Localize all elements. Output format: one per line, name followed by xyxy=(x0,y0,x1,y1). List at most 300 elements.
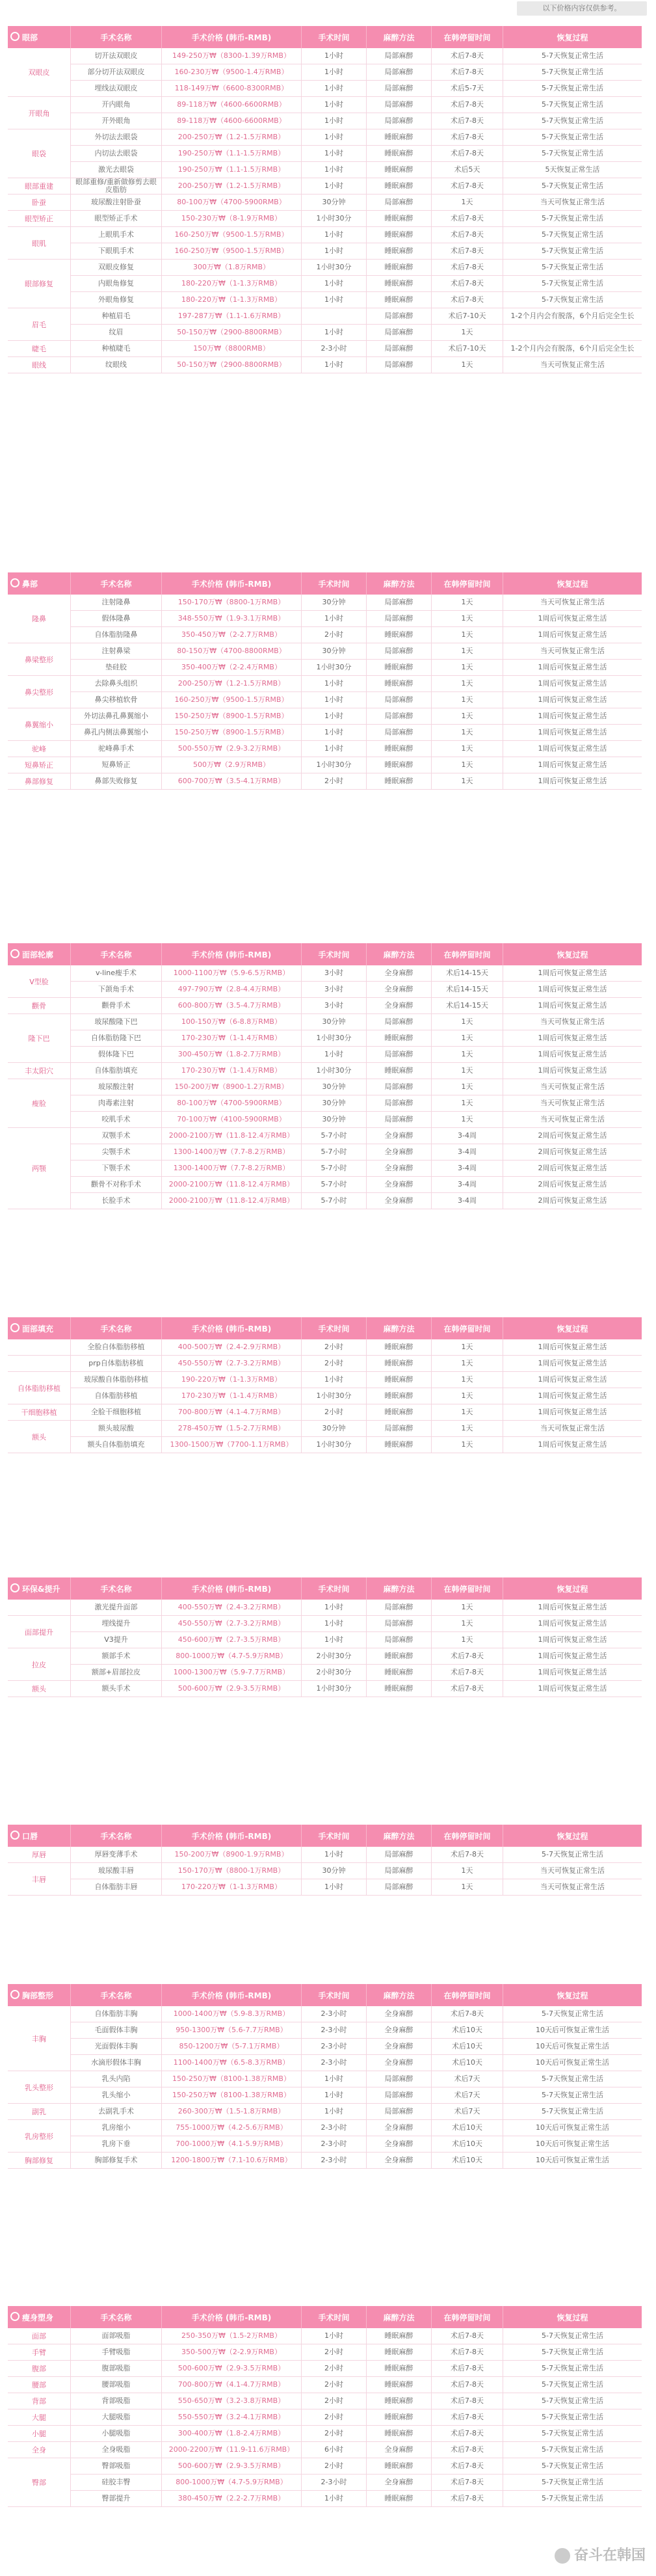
table-row xyxy=(8,48,642,64)
price-cell: 1000-1400万₩（5.9-8.3万RMB） xyxy=(161,2006,301,2022)
duration-cell: 1小时30分 xyxy=(301,1437,366,1453)
price-cell: 1200-1800万₩（7.1-10.6万RMB） xyxy=(161,2153,301,2168)
duration-cell: 2小时 xyxy=(301,2409,366,2425)
procedure-name-cell: 种植睫毛 xyxy=(70,341,161,356)
anesthesia-cell: 局部麻醉 xyxy=(366,1879,431,1895)
disclaimer-note: 以下价格内容仅供参考。 xyxy=(517,1,647,16)
duration-cell: 2-3小时 xyxy=(301,2006,366,2022)
column-header: 手术名称 xyxy=(70,26,161,48)
anesthesia-cell: 睡眠麻醉 xyxy=(366,2328,431,2344)
anesthesia-cell: 睡眠麻醉 xyxy=(366,1665,431,1680)
anesthesia-cell: 局部麻醉 xyxy=(366,1014,431,1030)
column-header: 手术名称 xyxy=(70,1825,161,1847)
stay-duration-cell: 1天 xyxy=(431,1079,503,1095)
category-label: 丰胸 xyxy=(8,2006,70,2071)
table-row xyxy=(8,2120,642,2136)
price-cell: 500-600万₩（2.9-3.5万RMB） xyxy=(161,1681,301,1697)
section-title-text: 眼部 xyxy=(22,33,38,42)
stay-duration-cell: 术后7-8天 xyxy=(431,260,503,275)
anesthesia-cell: 睡眠麻醉 xyxy=(366,741,431,757)
stay-duration-cell: 1天 xyxy=(431,1879,503,1895)
recovery-cell: 2周后可恢复正常生活 xyxy=(503,1177,642,1192)
procedure-name-cell: 小腿吸脂 xyxy=(70,2426,161,2441)
section-table xyxy=(8,1984,642,2169)
duration-cell: 1小时 xyxy=(301,325,366,340)
duration-cell: 1小时 xyxy=(301,276,366,291)
recovery-cell: 5-7天恢复正常生活 xyxy=(503,113,642,129)
recovery-cell: 当天可恢复正常生活 xyxy=(503,357,642,373)
stay-duration-cell: 术后7-8天 xyxy=(431,129,503,145)
procedure-name-cell: 颧骨手术 xyxy=(70,998,161,1013)
price-cell: 550-650万₩（3.2-3.8万RMB） xyxy=(161,2393,301,2409)
section-header xyxy=(8,1984,642,2006)
price-cell: 1300-1400万₩（7.7-8.2万RMB） xyxy=(161,1144,301,1160)
anesthesia-cell: 局部麻醉 xyxy=(366,2104,431,2119)
price-cell: 160-250万₩（9500-1.5万RMB） xyxy=(161,227,301,243)
recovery-cell: 1周后可恢复正常生活 xyxy=(503,1437,642,1453)
section-table xyxy=(8,1825,642,1896)
anesthesia-cell: 睡眠麻醉 xyxy=(366,1437,431,1453)
table-row xyxy=(8,1030,642,1047)
category-label: 拉皮 xyxy=(8,1648,70,1680)
stay-duration-cell: 术后7-8天 xyxy=(431,2006,503,2022)
recovery-cell: 当天可恢复正常生活 xyxy=(503,643,642,659)
stay-duration-cell: 术后14-15天 xyxy=(431,998,503,1013)
stay-duration-cell: 1天 xyxy=(431,1372,503,1388)
price-cell: 600-800万₩（3.5-4.7万RMB） xyxy=(161,998,301,1013)
procedure-name-cell: 尖颚手术 xyxy=(70,1144,161,1160)
duration-cell: 30分钟 xyxy=(301,195,366,210)
procedure-name-cell: 假体隆鼻 xyxy=(70,611,161,626)
watermark-text: 奋斗在韩国 xyxy=(573,2547,646,2564)
price-cell: 550-550万₩（3.2-4.1万RMB） xyxy=(161,2409,301,2425)
anesthesia-cell: 局部麻醉 xyxy=(366,1112,431,1127)
category-label: 鼻部修复 xyxy=(8,773,70,789)
table-row xyxy=(8,2104,642,2120)
recovery-cell: 5-7天恢复正常生活 xyxy=(503,211,642,226)
anesthesia-cell: 睡眠麻醉 xyxy=(366,129,431,145)
procedure-name-cell: 玻尿酸丰唇 xyxy=(70,1863,161,1879)
table-row xyxy=(8,2409,642,2426)
duration-cell: 2-3小时 xyxy=(301,341,366,356)
category-label: 隆下巴 xyxy=(8,1014,70,1062)
anesthesia-cell: 全身麻醉 xyxy=(366,982,431,997)
duration-cell: 3小时 xyxy=(301,998,366,1013)
duration-cell: 1小时 xyxy=(301,1372,366,1388)
stay-duration-cell: 1天 xyxy=(431,741,503,757)
recovery-cell: 当天可恢复正常生活 xyxy=(503,1879,642,1895)
stay-duration-cell: 1天 xyxy=(431,1095,503,1111)
duration-cell: 1小时30分 xyxy=(301,260,366,275)
recovery-cell: 5-7天恢复正常生活 xyxy=(503,2458,642,2474)
price-cell: 80-100万₩（4700-5900RMB） xyxy=(161,195,301,210)
procedure-name-cell: 玻尿酸隆下巴 xyxy=(70,1014,161,1030)
table-row xyxy=(8,611,642,627)
stay-duration-cell: 1天 xyxy=(431,1339,503,1355)
recovery-cell: 2周后可恢复正常生活 xyxy=(503,1128,642,1144)
duration-cell: 1小时 xyxy=(301,97,366,113)
duration-cell: 1小时30分 xyxy=(301,1388,366,1404)
price-cell: 2000-2100万₩（11.8-12.4万RMB） xyxy=(161,1193,301,1209)
duration-cell: 1小时30分 xyxy=(301,660,366,675)
recovery-cell: 当天可恢复正常生活 xyxy=(503,1095,642,1111)
procedure-name-cell: 埋线提升 xyxy=(70,1616,161,1631)
stay-duration-cell: 术后7-8天 xyxy=(431,2361,503,2376)
table-row xyxy=(8,1863,642,1879)
price-cell: 170-220万₩（1-1.3万RMB） xyxy=(161,1879,301,1895)
recovery-cell: 当天可恢复正常生活 xyxy=(503,1079,642,1095)
category-label: 眼部修复 xyxy=(8,260,70,308)
column-header: 手术时间 xyxy=(301,1577,366,1600)
duration-cell: 2-3小时 xyxy=(301,2120,366,2136)
category-label: 睫毛 xyxy=(8,341,70,356)
column-header: 在韩停留时间 xyxy=(431,943,503,965)
price-cell: 2000-2200万₩（11.9-11.6万RMB） xyxy=(161,2442,301,2458)
stay-duration-cell: 1天 xyxy=(431,1616,503,1631)
stay-duration-cell: 1天 xyxy=(431,1388,503,1404)
procedure-name-cell: 鼻孔内侧法鼻翼缩小 xyxy=(70,725,161,740)
column-header: 恢复过程 xyxy=(503,1825,642,1847)
duration-cell: 1小时 xyxy=(301,2087,366,2103)
price-cell: 80-100万₩（4700-5900RMB） xyxy=(161,1095,301,1111)
stay-duration-cell: 术后7-8天 xyxy=(431,2458,503,2474)
category-label: 眼肌 xyxy=(8,227,70,259)
column-header: 手术名称 xyxy=(70,943,161,965)
stay-duration-cell: 1天 xyxy=(431,1063,503,1079)
table-row xyxy=(8,1665,642,1681)
column-header: 恢复过程 xyxy=(503,26,642,48)
category-label: 臀部 xyxy=(8,2458,70,2506)
duration-cell: 1小时 xyxy=(301,227,366,243)
recovery-cell: 1周后可恢复正常生活 xyxy=(503,1665,642,1680)
price-cell: 700-800万₩（4.1-4.7万RMB） xyxy=(161,1404,301,1420)
duration-cell: 1小时 xyxy=(301,611,366,626)
recovery-cell: 2周后可恢复正常生活 xyxy=(503,1161,642,1176)
stay-duration-cell: 3-4周 xyxy=(431,1177,503,1192)
stay-duration-cell: 术后7-8天 xyxy=(431,292,503,308)
table-row xyxy=(8,97,642,113)
category-label: 鼻翼缩小 xyxy=(8,708,70,740)
price-cell: 149-250万₩（8300-1.39万RMB） xyxy=(161,48,301,64)
table-row xyxy=(8,692,642,708)
recovery-cell: 1周后可恢复正常生活 xyxy=(503,965,642,981)
stay-duration-cell: 1天 xyxy=(431,1014,503,1030)
recovery-cell: 5天恢复正常生活 xyxy=(503,162,642,178)
procedure-name-cell: 咬肌手术 xyxy=(70,1112,161,1127)
table-row xyxy=(8,2377,642,2393)
stay-duration-cell: 术后7-8天 xyxy=(431,1648,503,1664)
table-row xyxy=(8,1161,642,1177)
duration-cell: 1小时 xyxy=(301,692,366,708)
table-row xyxy=(8,195,642,211)
column-header: 麻醉方法 xyxy=(366,2306,431,2328)
stay-duration-cell: 1天 xyxy=(431,1030,503,1046)
category-label: 眼线 xyxy=(8,357,70,373)
recovery-cell: 5-7天恢复正常生活 xyxy=(503,48,642,64)
duration-cell: 1小时 xyxy=(301,146,366,161)
anesthesia-cell: 局部麻醉 xyxy=(366,1632,431,1648)
table-row xyxy=(8,2039,642,2055)
section-title xyxy=(8,2306,70,2328)
category-label: 大腿 xyxy=(8,2409,70,2425)
duration-cell: 2-3小时 xyxy=(301,2136,366,2152)
table-row xyxy=(8,1177,642,1193)
stay-duration-cell: 1天 xyxy=(431,195,503,210)
column-header: 在韩停留时间 xyxy=(431,1577,503,1600)
column-header: 手术时间 xyxy=(301,1984,366,2006)
stay-duration-cell: 1天 xyxy=(431,676,503,691)
stay-duration-cell: 1天 xyxy=(431,708,503,724)
category-label: 厚唇 xyxy=(8,1847,70,1862)
anesthesia-cell: 局部麻醉 xyxy=(366,325,431,340)
category-label: 面部 xyxy=(8,2328,70,2344)
anesthesia-cell: 睡眠麻醉 xyxy=(366,276,431,291)
section-title-text: 环保&提升 xyxy=(22,1584,60,1594)
procedure-name-cell: 上眼肌手术 xyxy=(70,227,161,243)
table-row xyxy=(8,2458,642,2475)
category-label: 鼻尖整形 xyxy=(8,676,70,708)
column-header: 麻醉方法 xyxy=(366,1825,431,1847)
price-cell: 160-250万₩（9500-1.5万RMB） xyxy=(161,243,301,259)
procedure-name-cell: 部分切开法双眼皮 xyxy=(70,64,161,80)
duration-cell: 1小时 xyxy=(301,1616,366,1631)
stay-duration-cell: 1天 xyxy=(431,1600,503,1615)
duration-cell: 1小时 xyxy=(301,64,366,80)
category-label: 丰太阳穴 xyxy=(8,1063,70,1079)
anesthesia-cell: 局部麻醉 xyxy=(366,1421,431,1436)
anesthesia-cell: 睡眠麻醉 xyxy=(366,1356,431,1371)
price-cell: 150-230万₩（8-1.9万RMB） xyxy=(161,211,301,226)
price-cell: 2000-2100万₩（11.8-12.4万RMB） xyxy=(161,1177,301,1192)
column-header: 手术名称 xyxy=(70,1984,161,2006)
recovery-cell: 1周后可恢复正常生活 xyxy=(503,692,642,708)
price-cell: 150-200万₩（8900-1.9万RMB） xyxy=(161,1847,301,1862)
recovery-cell: 1周后可恢复正常生活 xyxy=(503,1681,642,1697)
category-label: 额头 xyxy=(8,1421,70,1453)
recovery-cell: 1周后可恢复正常生活 xyxy=(503,1030,642,1046)
price-cell: 278-450万₩（1.5-2.7万RMB） xyxy=(161,1421,301,1436)
category-cell xyxy=(8,1356,70,1371)
recovery-cell: 2周后可恢复正常生活 xyxy=(503,1193,642,1209)
anesthesia-cell: 全身麻醉 xyxy=(366,1193,431,1209)
section-table xyxy=(8,1577,642,1697)
table-row xyxy=(8,113,642,129)
stay-duration-cell: 1天 xyxy=(431,595,503,610)
price-cell: 950-1300万₩（5.6-7.7万RMB） xyxy=(161,2022,301,2038)
category-label: 驼峰 xyxy=(8,741,70,757)
procedure-name-cell: 水滴形假体丰胸 xyxy=(70,2055,161,2071)
procedure-name-cell: 全脸自体脂肪移植 xyxy=(70,1339,161,1355)
price-cell: 1000-1300万₩（5.9-7.7万RMB） xyxy=(161,1665,301,1680)
recovery-cell: 1周后可恢复正常生活 xyxy=(503,741,642,757)
stay-duration-cell: 1天 xyxy=(431,757,503,773)
recovery-cell: 1周后可恢复正常生活 xyxy=(503,757,642,773)
table-row xyxy=(8,595,642,611)
procedure-name-cell: 乳头缩小 xyxy=(70,2087,161,2103)
procedure-name-cell: 注射鼻梁 xyxy=(70,643,161,659)
section-header xyxy=(8,1577,642,1600)
recovery-cell: 1周后可恢复正常生活 xyxy=(503,1372,642,1388)
category-label: 双眼皮 xyxy=(8,48,70,96)
price-cell: 500-600万₩（2.9-3.5万RMB） xyxy=(161,2458,301,2474)
procedure-name-cell: 眼型矫正手术 xyxy=(70,211,161,226)
procedure-name-cell: 种植眉毛 xyxy=(70,308,161,324)
table-row xyxy=(8,1047,642,1063)
stay-duration-cell: 术后10天 xyxy=(431,2039,503,2054)
recovery-cell: 5-7天恢复正常生活 xyxy=(503,2426,642,2441)
anesthesia-cell: 局部麻醉 xyxy=(366,725,431,740)
price-cell: 380-450万₩（2.2-2.7万RMB） xyxy=(161,2491,301,2506)
procedure-name-cell: 毛面假体丰胸 xyxy=(70,2022,161,2038)
anesthesia-cell: 全身麻醉 xyxy=(366,1144,431,1160)
procedure-name-cell: 全身吸脂 xyxy=(70,2442,161,2458)
column-header: 麻醉方法 xyxy=(366,943,431,965)
recovery-cell: 5-7天恢复正常生活 xyxy=(503,2393,642,2409)
table-row xyxy=(8,2136,642,2153)
recovery-cell: 5-7天恢复正常生活 xyxy=(503,2071,642,2087)
stay-duration-cell: 术后7-8天 xyxy=(431,1847,503,1862)
duration-cell: 2-3小时 xyxy=(301,2055,366,2071)
stay-duration-cell: 术后7-8天 xyxy=(431,178,503,194)
duration-cell: 1小时 xyxy=(301,1632,366,1648)
duration-cell: 2小时30分 xyxy=(301,1648,366,1664)
price-cell: 260-300万₩（1.5-1.8万RMB） xyxy=(161,2104,301,2119)
anesthesia-cell: 睡眠麻醉 xyxy=(366,1404,431,1420)
price-cell: 170-230万₩（1-1.4万RMB） xyxy=(161,1030,301,1046)
procedure-name-cell: 面部吸脂 xyxy=(70,2328,161,2344)
stay-duration-cell: 1天 xyxy=(431,357,503,373)
anesthesia-cell: 全身麻醉 xyxy=(366,1128,431,1144)
anesthesia-cell: 睡眠麻醉 xyxy=(366,757,431,773)
anesthesia-cell: 全身麻醉 xyxy=(366,2039,431,2054)
section-header xyxy=(8,1317,642,1339)
stay-duration-cell: 1天 xyxy=(431,1863,503,1879)
anesthesia-cell: 睡眠麻醉 xyxy=(366,260,431,275)
category-label: 鼻梁整形 xyxy=(8,643,70,675)
stay-duration-cell: 术后10天 xyxy=(431,2136,503,2152)
category-label: 眉毛 xyxy=(8,308,70,340)
procedure-name-cell: 肉毒素注射 xyxy=(70,1095,161,1111)
procedure-name-cell: 内切法去眼袋 xyxy=(70,146,161,161)
section-title xyxy=(8,943,70,965)
price-cell: 200-250万₩（1.2-1.5万RMB） xyxy=(161,129,301,145)
stay-duration-cell: 3-4周 xyxy=(431,1128,503,1144)
nose-icon xyxy=(8,572,22,595)
procedure-name-cell: 长脸手术 xyxy=(70,1193,161,1209)
table-row xyxy=(8,211,642,227)
anesthesia-cell: 睡眠麻醉 xyxy=(366,660,431,675)
anesthesia-cell: 全身麻醉 xyxy=(366,2153,431,2168)
table-row xyxy=(8,2426,642,2442)
price-cell: 700-1000万₩（4.1-5.9万RMB） xyxy=(161,2136,301,2152)
anesthesia-cell: 睡眠麻醉 xyxy=(366,2458,431,2474)
table-row xyxy=(8,341,642,357)
recovery-cell: 5-7天恢复正常生活 xyxy=(503,2491,642,2506)
table-row xyxy=(8,357,642,373)
column-header: 手术时间 xyxy=(301,2306,366,2328)
table-row xyxy=(8,1632,642,1648)
duration-cell: 5-7小时 xyxy=(301,1177,366,1192)
anesthesia-cell: 全身麻醉 xyxy=(366,1161,431,1176)
stay-duration-cell: 术后7-8天 xyxy=(431,2491,503,2506)
table-row xyxy=(8,1421,642,1437)
anesthesia-cell: 局部麻醉 xyxy=(366,1047,431,1062)
anesthesia-cell: 睡眠麻醉 xyxy=(366,146,431,161)
price-cell: 348-550万₩（1.9-3.1万RMB） xyxy=(161,611,301,626)
procedure-name-cell: V3提升 xyxy=(70,1632,161,1648)
procedure-name-cell: 激光提升面部 xyxy=(70,1600,161,1615)
section-table xyxy=(8,943,642,1209)
stay-duration-cell: 1天 xyxy=(431,325,503,340)
anesthesia-cell: 局部麻醉 xyxy=(366,341,431,356)
price-cell: 150-170万₩（8800-1万RMB） xyxy=(161,1863,301,1879)
anesthesia-cell: 睡眠麻醉 xyxy=(366,227,431,243)
recovery-cell: 1周后可恢复正常生活 xyxy=(503,982,642,997)
duration-cell: 1小时30分 xyxy=(301,211,366,226)
anesthesia-cell: 局部麻醉 xyxy=(366,595,431,610)
anesthesia-cell: 局部麻醉 xyxy=(366,708,431,724)
duration-cell: 5-7小时 xyxy=(301,1144,366,1160)
section-table xyxy=(8,2306,642,2507)
table-row xyxy=(8,227,642,243)
anesthesia-cell: 全身麻醉 xyxy=(366,2442,431,2458)
recovery-cell: 5-7天恢复正常生活 xyxy=(503,2361,642,2376)
breast-icon xyxy=(8,1984,22,2006)
stay-duration-cell: 1天 xyxy=(431,660,503,675)
anesthesia-cell: 睡眠麻醉 xyxy=(366,2344,431,2360)
duration-cell: 2-3小时 xyxy=(301,2022,366,2038)
procedure-name-cell: 双眼皮修复 xyxy=(70,260,161,275)
duration-cell: 2小时 xyxy=(301,2393,366,2409)
price-cell: 180-220万₩（1-1.3万RMB） xyxy=(161,276,301,291)
procedure-name-cell: 臀部吸脂 xyxy=(70,2458,161,2474)
procedure-name-cell: 额头手术 xyxy=(70,1681,161,1697)
anesthesia-cell: 睡眠麻醉 xyxy=(366,1030,431,1046)
section-table xyxy=(8,26,642,373)
table-row xyxy=(8,1095,642,1112)
price-cell: 170-230万₩（1-1.4万RMB） xyxy=(161,1388,301,1404)
recovery-cell: 5-7天恢复正常生活 xyxy=(503,2006,642,2022)
category-label: 胸部修复 xyxy=(8,2153,70,2168)
column-header: 手术名称 xyxy=(70,1317,161,1339)
procedure-name-cell: 去除鼻头组织 xyxy=(70,676,161,691)
stay-duration-cell: 1天 xyxy=(431,1437,503,1453)
table-row xyxy=(8,276,642,292)
anesthesia-cell: 睡眠麻醉 xyxy=(366,162,431,178)
price-cell: 190-250万₩（1.1-1.5万RMB） xyxy=(161,162,301,178)
stay-duration-cell: 术后7-8天 xyxy=(431,211,503,226)
column-header: 麻醉方法 xyxy=(366,1577,431,1600)
table-row xyxy=(8,1193,642,1209)
table-row xyxy=(8,965,642,982)
category-label: 丰唇 xyxy=(8,1863,70,1895)
anesthesia-cell: 睡眠麻醉 xyxy=(366,2409,431,2425)
category-label: 乳头整形 xyxy=(8,2071,70,2103)
table-row xyxy=(8,1648,642,1665)
procedure-name-cell: 全脸干细胞移植 xyxy=(70,1404,161,1420)
procedure-name-cell: 鼻部失败修复 xyxy=(70,773,161,789)
recovery-cell: 1周后可恢复正常生活 xyxy=(503,627,642,643)
column-header: 手术价格 (韩币-RMB) xyxy=(161,1984,301,2006)
table-row xyxy=(8,2491,642,2507)
anesthesia-cell: 全身麻醉 xyxy=(366,2006,431,2022)
column-header: 在韩停留时间 xyxy=(431,1317,503,1339)
anesthesia-cell: 全身麻醉 xyxy=(366,2475,431,2490)
column-header: 在韩停留时间 xyxy=(431,1825,503,1847)
category-label: 副乳 xyxy=(8,2104,70,2119)
anesthesia-cell: 局部麻醉 xyxy=(366,81,431,96)
price-cell: 800-1000万₩（4.7-5.9万RMB） xyxy=(161,1648,301,1664)
